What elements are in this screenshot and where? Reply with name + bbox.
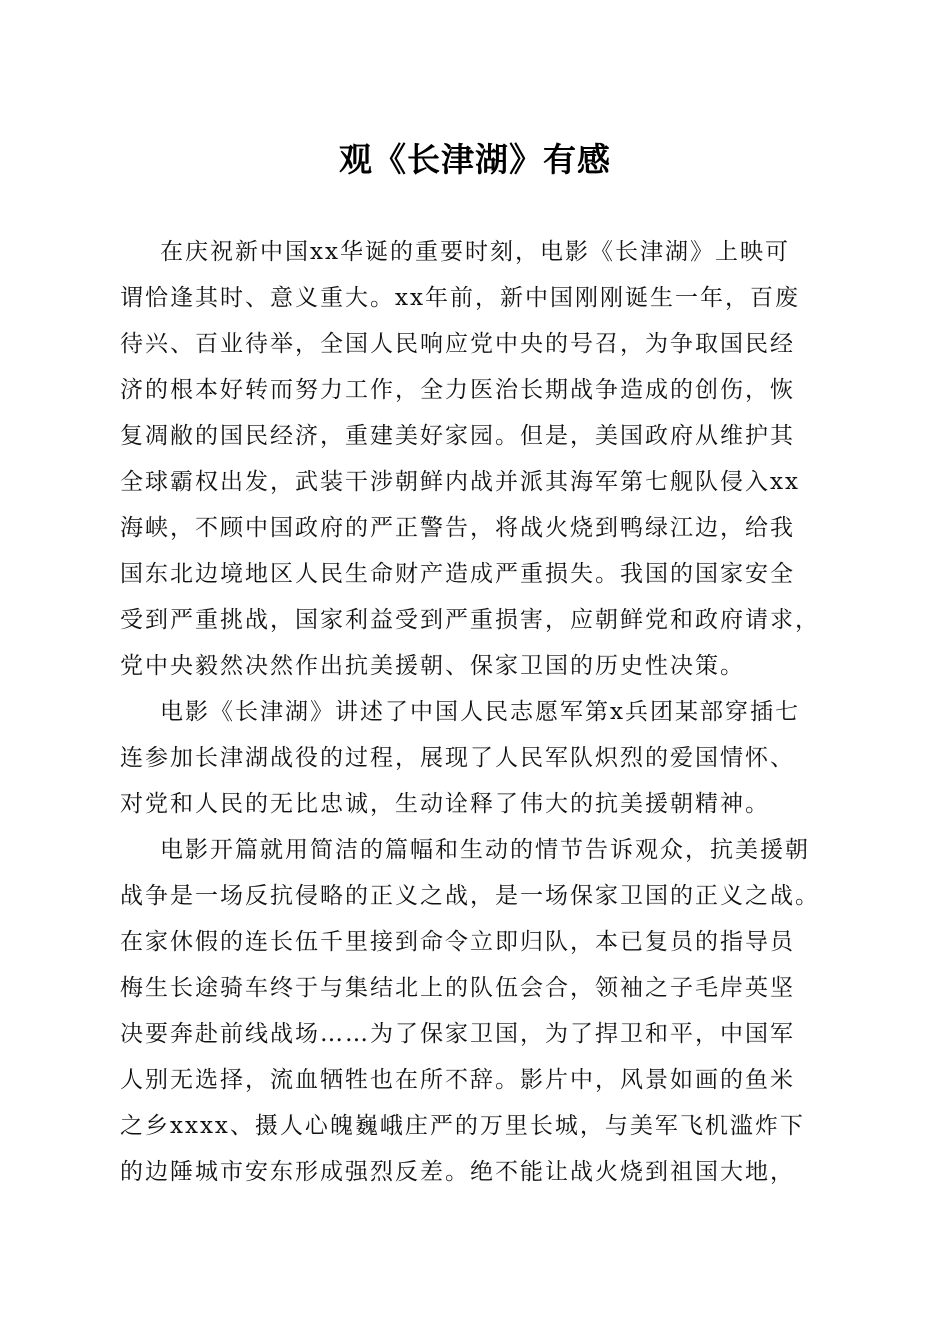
paragraph-3-line-1: 电影开篇就用简洁的篇幅和生动的情节告诉观众，抗美援朝 <box>160 837 810 863</box>
paragraph-2-line-2: 连参加长津湖战役的过程，展现了人民军队炽烈的爱国情怀、 <box>120 745 795 771</box>
paragraph-2-line-3: 对党和人民的无比忠诚，生动诠释了伟大的抗美援朝精神。 <box>120 791 770 817</box>
paragraph-1-line-8: 国东北边境地区人民生命财产造成严重损失。我国的国家安全 <box>120 561 795 587</box>
paragraph-1-line-5: 复凋敝的国民经济，重建美好家园。但是，美国政府从维护其 <box>120 423 795 449</box>
paragraph-3-line-4: 梅生长途骑车终于与集结北上的队伍会合，领袖之子毛岸英坚 <box>120 975 795 1001</box>
paragraph-1-line-2: 谓恰逢其时、意义重大。xx年前，新中国刚刚诞生一年，百废 <box>120 285 800 311</box>
paragraph-1-line-1: 在庆祝新中国xx华诞的重要时刻，电影《长津湖》上映可 <box>160 239 790 265</box>
paragraph-3-line-5: 决要奔赴前线战场……为了保家卫国，为了捍卫和平，中国军 <box>120 1021 795 1047</box>
paragraph-1-line-9: 受到严重挑战，国家利益受到严重损害，应朝鲜党和政府请求， <box>120 607 820 633</box>
document-title: 观《长津湖》有感 <box>339 140 611 179</box>
paragraph-3-line-2: 战争是一场反抗侵略的正义之战，是一场保家卫国的正义之战。 <box>120 883 820 909</box>
paragraph-1-line-10: 党中央毅然决然作出抗美援朝、保家卫国的历史性决策。 <box>120 653 745 679</box>
paragraph-1-line-4: 济的根本好转而努力工作，全力医治长期战争造成的创伤，恢 <box>120 377 795 403</box>
paragraph-1-line-6: 全球霸权出发，武装干涉朝鲜内战并派其海军第七舰队侵入xx <box>120 469 800 495</box>
paragraph-3-line-6: 人别无选择，流血牺牲也在所不辞。影片中，风景如画的鱼米 <box>120 1067 795 1093</box>
paragraph-3-line-3: 在家休假的连长伍千里接到命令立即归队，本已复员的指导员 <box>120 929 795 955</box>
paragraph-3-line-7: 之乡xxxx、摄人心魄巍峨庄严的万里长城，与美军飞机滥炸下 <box>120 1113 805 1139</box>
paragraph-3-line-8: 的边陲城市安东形成强烈反差。绝不能让战火烧到祖国大地， <box>120 1159 795 1185</box>
paragraph-2-line-1: 电影《长津湖》讲述了中国人民志愿军第x兵团某部穿插七 <box>160 699 800 725</box>
paragraph-1-line-7: 海峡，不顾中国政府的严正警告，将战火烧到鸭绿江边，给我 <box>120 515 795 541</box>
paragraph-1-line-3: 待兴、百业待举，全国人民响应党中央的号召，为争取国民经 <box>120 331 795 357</box>
